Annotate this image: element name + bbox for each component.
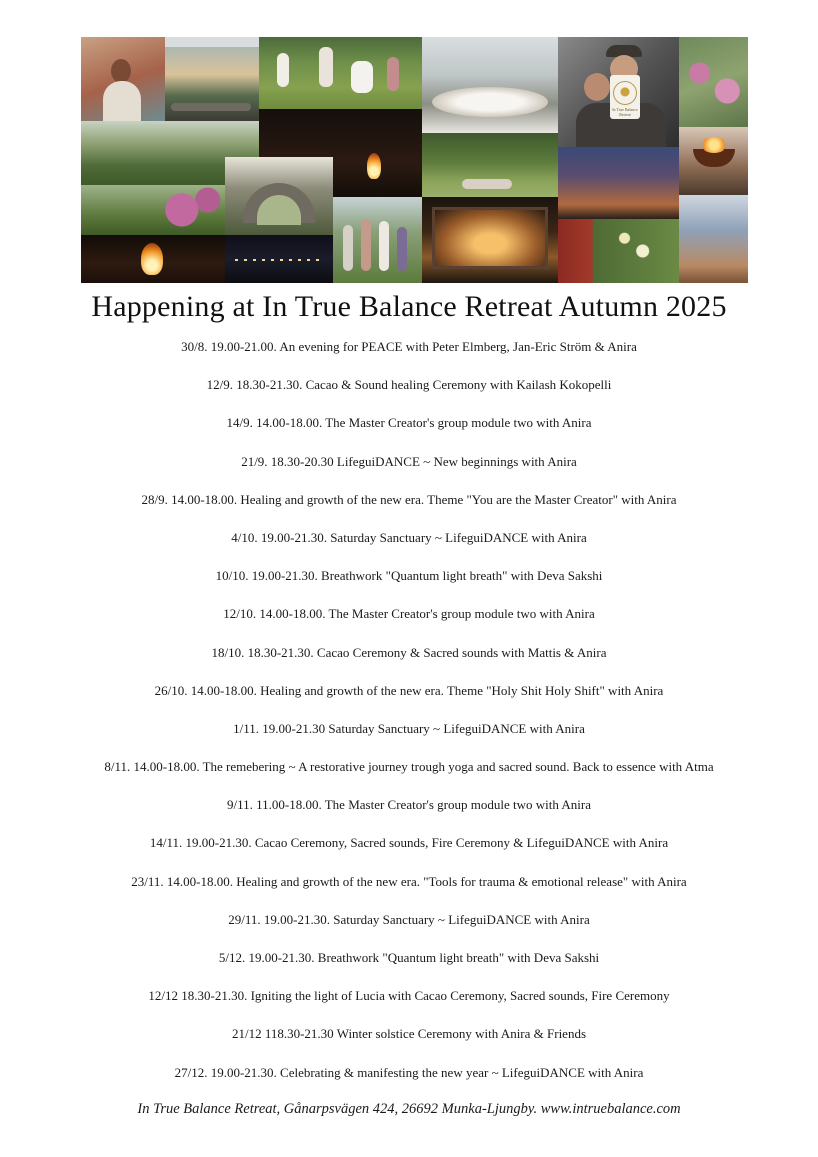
photo-glowing-room (422, 197, 558, 283)
event-item: 5/12. 19.00-21.30. Breathwork "Quantum light breath" with Deva Sakshi (218, 950, 600, 965)
event-item: 26/10. 14.00-18.00. Healing and growth of the new era. Theme "Holy Shit Holy Shift" with Anira (154, 682, 664, 698)
photo-bonfire-night (81, 235, 225, 283)
events-list (0, 337, 818, 1101)
photo-group-garden (422, 133, 558, 197)
event-item: 1/11. 19.00-21.30 Saturday Sanctuary ~ LifeguiDANCE with Anira (233, 720, 585, 736)
event-item: 28/9. 14.00-18.00. Healing and growth of the new era. Theme "You are the Master Creator" with Anira (141, 491, 677, 507)
event-item: 9/11. 11.00-18.00. The Master Creator's group module two with Anira (227, 797, 591, 813)
photo-collage (81, 37, 748, 283)
photo-stone-bridge (225, 157, 333, 235)
photo-dancers-lawn (259, 37, 422, 109)
lotus-icon (613, 81, 637, 105)
photo-circle-dance (333, 197, 422, 283)
event-item: 18/10. 18.30-21.30. Cacao Ceremony & Sacred sounds with Mattis & Anira (211, 644, 607, 660)
photo-glass-room-lake (165, 37, 259, 121)
event-item: 30/8. 19.00-21.00. An evening for PEACE with Peter Elmberg, Jan-Eric Ström & Anira (181, 339, 637, 354)
photo-evening-gathering (558, 147, 679, 219)
event-item: 12/9. 18.30-21.30. Cacao & Sound healing Ceremony with Kailash Kokopelli (206, 377, 612, 393)
event-item: 12/12 18.30-21.30. Igniting the light of Lucia with Cacao Ceremony, Sacred sounds, Fire Ceremony (148, 988, 670, 1004)
photo-lake-lights (225, 235, 333, 283)
page-title: Happening at In True Balance Retreat Autumn 2025 (91, 290, 727, 323)
photo-pink-flowers (679, 37, 748, 127)
logo-text: In True Balance Retreat (612, 107, 638, 117)
photo-fire-bowl (679, 127, 748, 195)
event-item: 10/10. 19.00-21.30. Breathwork "Quantum light breath" with Deva Sakshi (215, 568, 603, 584)
retreat-logo (610, 75, 640, 119)
event-item: 8/11. 14.00-18.00. The remebering ~ A restorative journey trough yoga and sacred sound. Back to essence with Atma (104, 759, 714, 775)
event-item: 14/9. 14.00-18.00. The Master Creator's group module two with Anira (226, 415, 592, 431)
photo-ceremony-room (422, 37, 558, 133)
event-item: 29/11. 19.00-21.30. Saturday Sanctuary ~ LifeguiDANCE with Anira (228, 911, 590, 927)
photo-red-house-roses (558, 219, 679, 283)
event-item: 27/12. 19.00-21.30. Celebrating & manifesting the new year ~ LifeguiDANCE with Anira (174, 1064, 644, 1080)
event-item: 12/10. 14.00-18.00. The Master Creator's group module two with Anira (223, 606, 595, 622)
event-item: 4/10. 19.00-21.30. Saturday Sanctuary ~ LifeguiDANCE with Anira (231, 529, 587, 545)
event-item: 21/12 118.30-21.30 Winter solstice Ceremony with Anira & Friends (231, 1026, 587, 1042)
event-item: 23/11. 14.00-18.00. Healing and growth of the new era. "Tools for trauma & emotional release" with Anira (131, 873, 687, 889)
footer-address: In True Balance Retreat, Gånarpsvägen 424, 26692 Munka-Ljungby. www.intruebalance.com (137, 1101, 681, 1117)
event-item: 14/11. 19.00-21.30. Cacao Ceremony, Sacred sounds, Fire Ceremony & LifeguiDANCE with Anira (149, 835, 669, 851)
photo-rhododendrons (81, 185, 225, 235)
event-item: 21/9. 18.30-20.30 LifeguiDANCE ~ New beginnings with Anira (241, 453, 577, 469)
photo-interior-windows (679, 195, 748, 283)
